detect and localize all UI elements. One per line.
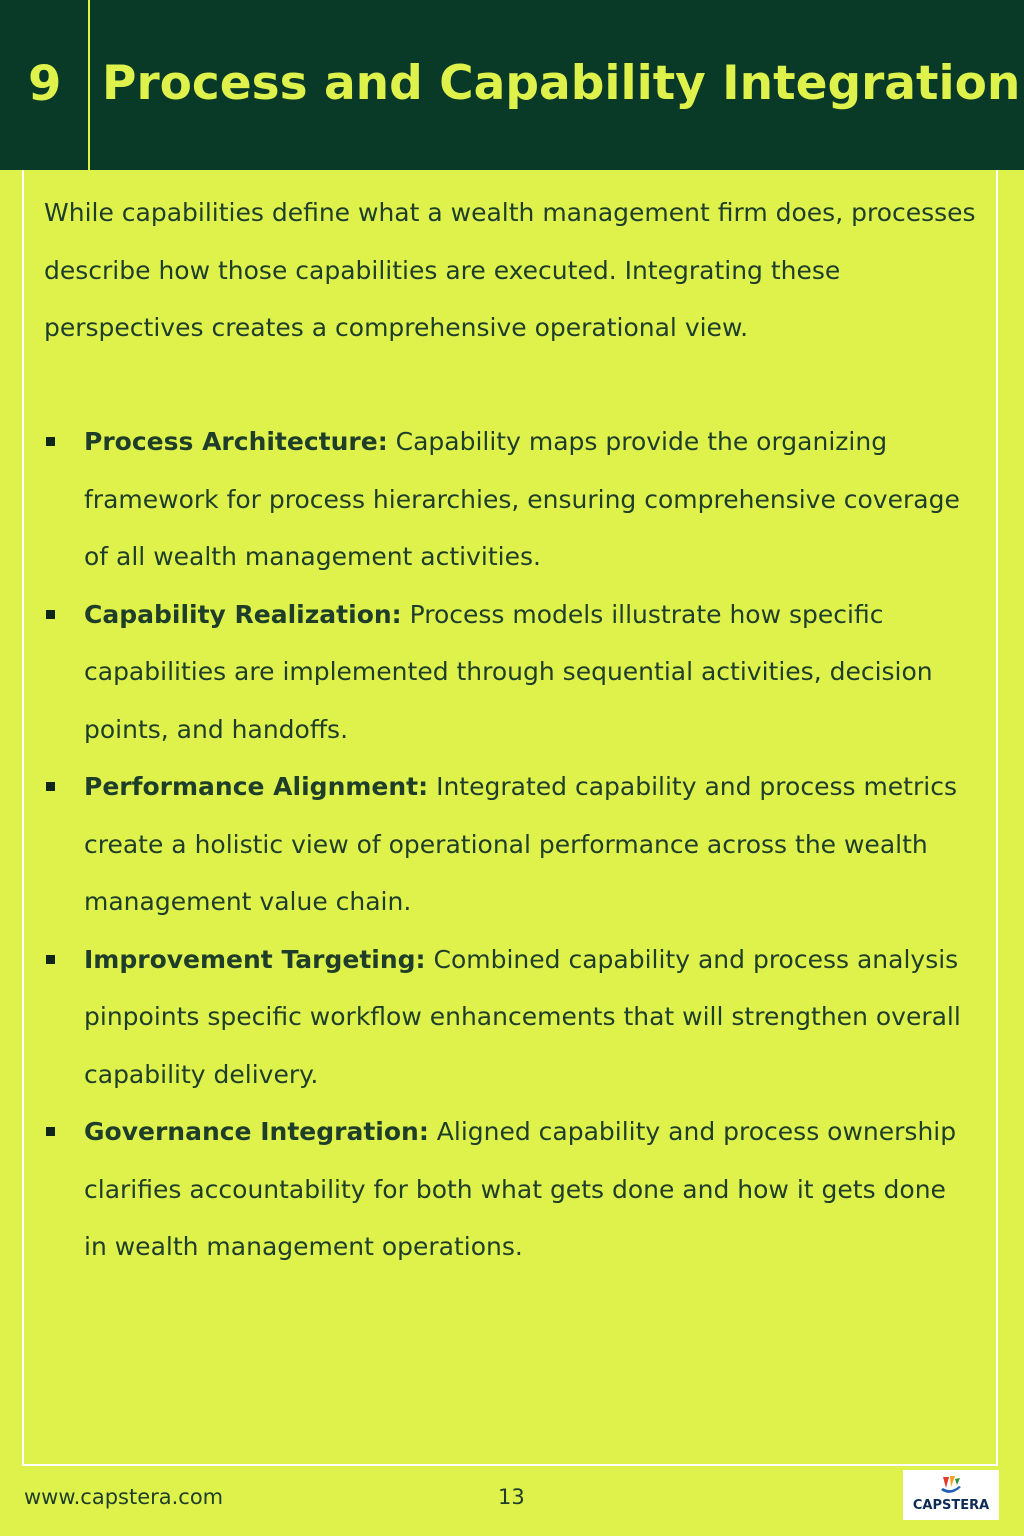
page-number: 13 bbox=[498, 1485, 525, 1509]
bullet-performance-alignment bbox=[0, 758, 964, 931]
capstera-logo-mark-icon bbox=[939, 1474, 963, 1496]
page-header bbox=[0, 0, 1024, 170]
square-bullet-icon bbox=[46, 610, 55, 619]
bullet-title: Performance Alignment: bbox=[84, 772, 429, 801]
square-bullet-icon bbox=[46, 955, 55, 964]
bullet-capability-realization bbox=[0, 586, 964, 759]
page-title: Process and Capability Integration bbox=[102, 56, 1021, 111]
bullet-text: Capability maps provide the organizing framework for process hierarchies, ensuring comprehensive coverage of all wealth management activities. bbox=[84, 427, 960, 571]
footer-website-link[interactable]: www.capstera.com bbox=[24, 1485, 224, 1509]
bullet-text: Combined capability and process analysis pinpoints specific workflow enhancements that will strengthen overall capability delivery. bbox=[84, 944, 961, 1089]
bullet-title: Capability Realization: bbox=[84, 599, 402, 629]
bullet-improvement-targeting bbox=[0, 931, 964, 1104]
logo-text: CAPSTERA bbox=[912, 1498, 990, 1513]
square-bullet-icon bbox=[46, 437, 55, 446]
square-bullet-icon bbox=[46, 782, 55, 791]
square-bullet-icon bbox=[46, 1127, 55, 1136]
capstera-logo bbox=[903, 1470, 999, 1520]
bullet-title: Governance Integration: bbox=[84, 1117, 429, 1146]
bullet-text: Integrated capability and process metrics create a holistic view of operational performance across the wealth management value chain. bbox=[84, 772, 957, 916]
intro-paragraph: While capabilities define what a wealth management firm does, processes describe how those capabilities are executed. Integrating these perspectives creates a comprehensive operational view. bbox=[44, 198, 976, 342]
bullet-text: Process models illustrate how specific capabilities are implemented through sequential activities, decision points, and handoffs. bbox=[84, 599, 933, 744]
bullet-governance-integration bbox=[0, 1103, 964, 1276]
section-number: 9 bbox=[28, 56, 62, 112]
bullet-title: Improvement Targeting: bbox=[84, 944, 426, 974]
header-divider bbox=[88, 0, 90, 170]
bullet-text: Aligned capability and process ownership clarifies accountability for both what gets done and how it gets done in wealth management operations. bbox=[84, 1117, 957, 1261]
bullet-title: Process Architecture: bbox=[84, 427, 388, 456]
bullet-list bbox=[0, 413, 1024, 1276]
bullet-process-architecture bbox=[0, 413, 964, 586]
